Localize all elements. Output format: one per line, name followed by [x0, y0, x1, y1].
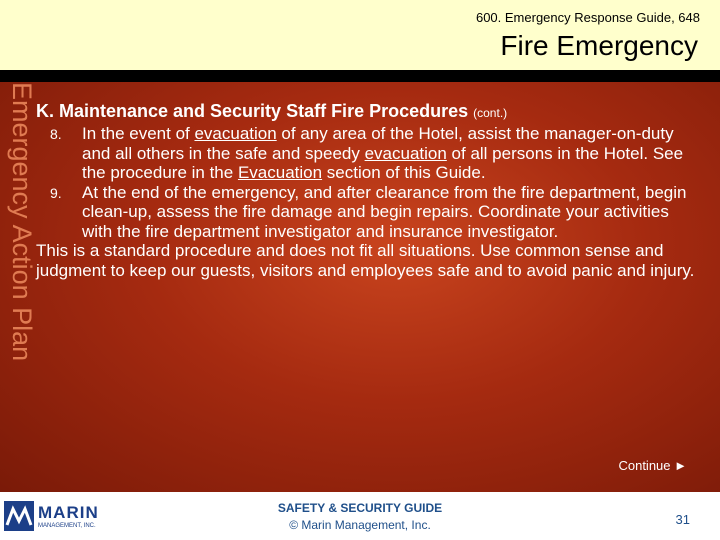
slide-header	[0, 0, 720, 70]
copyright: © Marin Management, Inc.	[289, 518, 431, 532]
text-run: section of this Guide.	[322, 163, 486, 182]
disclaimer-note: This is a standard procedure and does not fit all situations. Use common sense and judgment to keep our guests, visitors and employees safe and to avoid panic and injury.	[36, 241, 695, 280]
evacuation-link-text: evacuation	[364, 143, 447, 163]
evacuation-link-text: evacuation	[194, 124, 277, 143]
content-area	[36, 100, 696, 280]
slide-footer	[0, 492, 720, 540]
slide-body	[0, 82, 720, 492]
list-item-text	[82, 183, 696, 242]
section-title: K. Maintenance and Security Staff Fire Procedures	[36, 101, 469, 121]
list-item-text	[82, 124, 696, 183]
text-run: of any area of the Hotel, assist the manager-on-duty and all others in the safe and speedy	[82, 124, 674, 163]
section-heading	[36, 100, 696, 124]
logo-mark-icon	[4, 501, 34, 531]
text-run: At the end of the emergency, and after clearance from the fire department, begin clean-up, assess the fire damage and begin repairs. Coordinate your activities with the fire department investigator and insurance investigator.	[82, 182, 687, 241]
list-item	[36, 124, 696, 183]
list-item	[36, 183, 696, 242]
section-title-suffix: (cont.)	[473, 106, 508, 120]
page-number: 31	[675, 512, 690, 527]
document-reference: 600. Emergency Response Guide, 648	[475, 10, 700, 25]
slide-title: Fire Emergency	[500, 30, 698, 61]
text-run: of all persons in the Hotel. See the procedure in the	[82, 143, 684, 182]
logo-name: MARIN	[38, 502, 99, 522]
list-item-number: 9.	[50, 184, 62, 201]
evacuation-section-reference: Evacuation	[237, 163, 323, 182]
logo-tagline: MANAGEMENT, INC.	[38, 522, 96, 529]
continue-link[interactable]: Continue ►	[618, 458, 687, 473]
side-label-text: Emergency Action Plan	[7, 82, 37, 362]
guide-name: SAFETY & SECURITY GUIDE	[277, 501, 443, 515]
list-item-number: 8.	[50, 126, 62, 142]
side-label	[0, 82, 40, 492]
text-run: In the event of	[82, 124, 195, 143]
footer-caption	[240, 501, 480, 532]
company-logo	[4, 498, 126, 534]
